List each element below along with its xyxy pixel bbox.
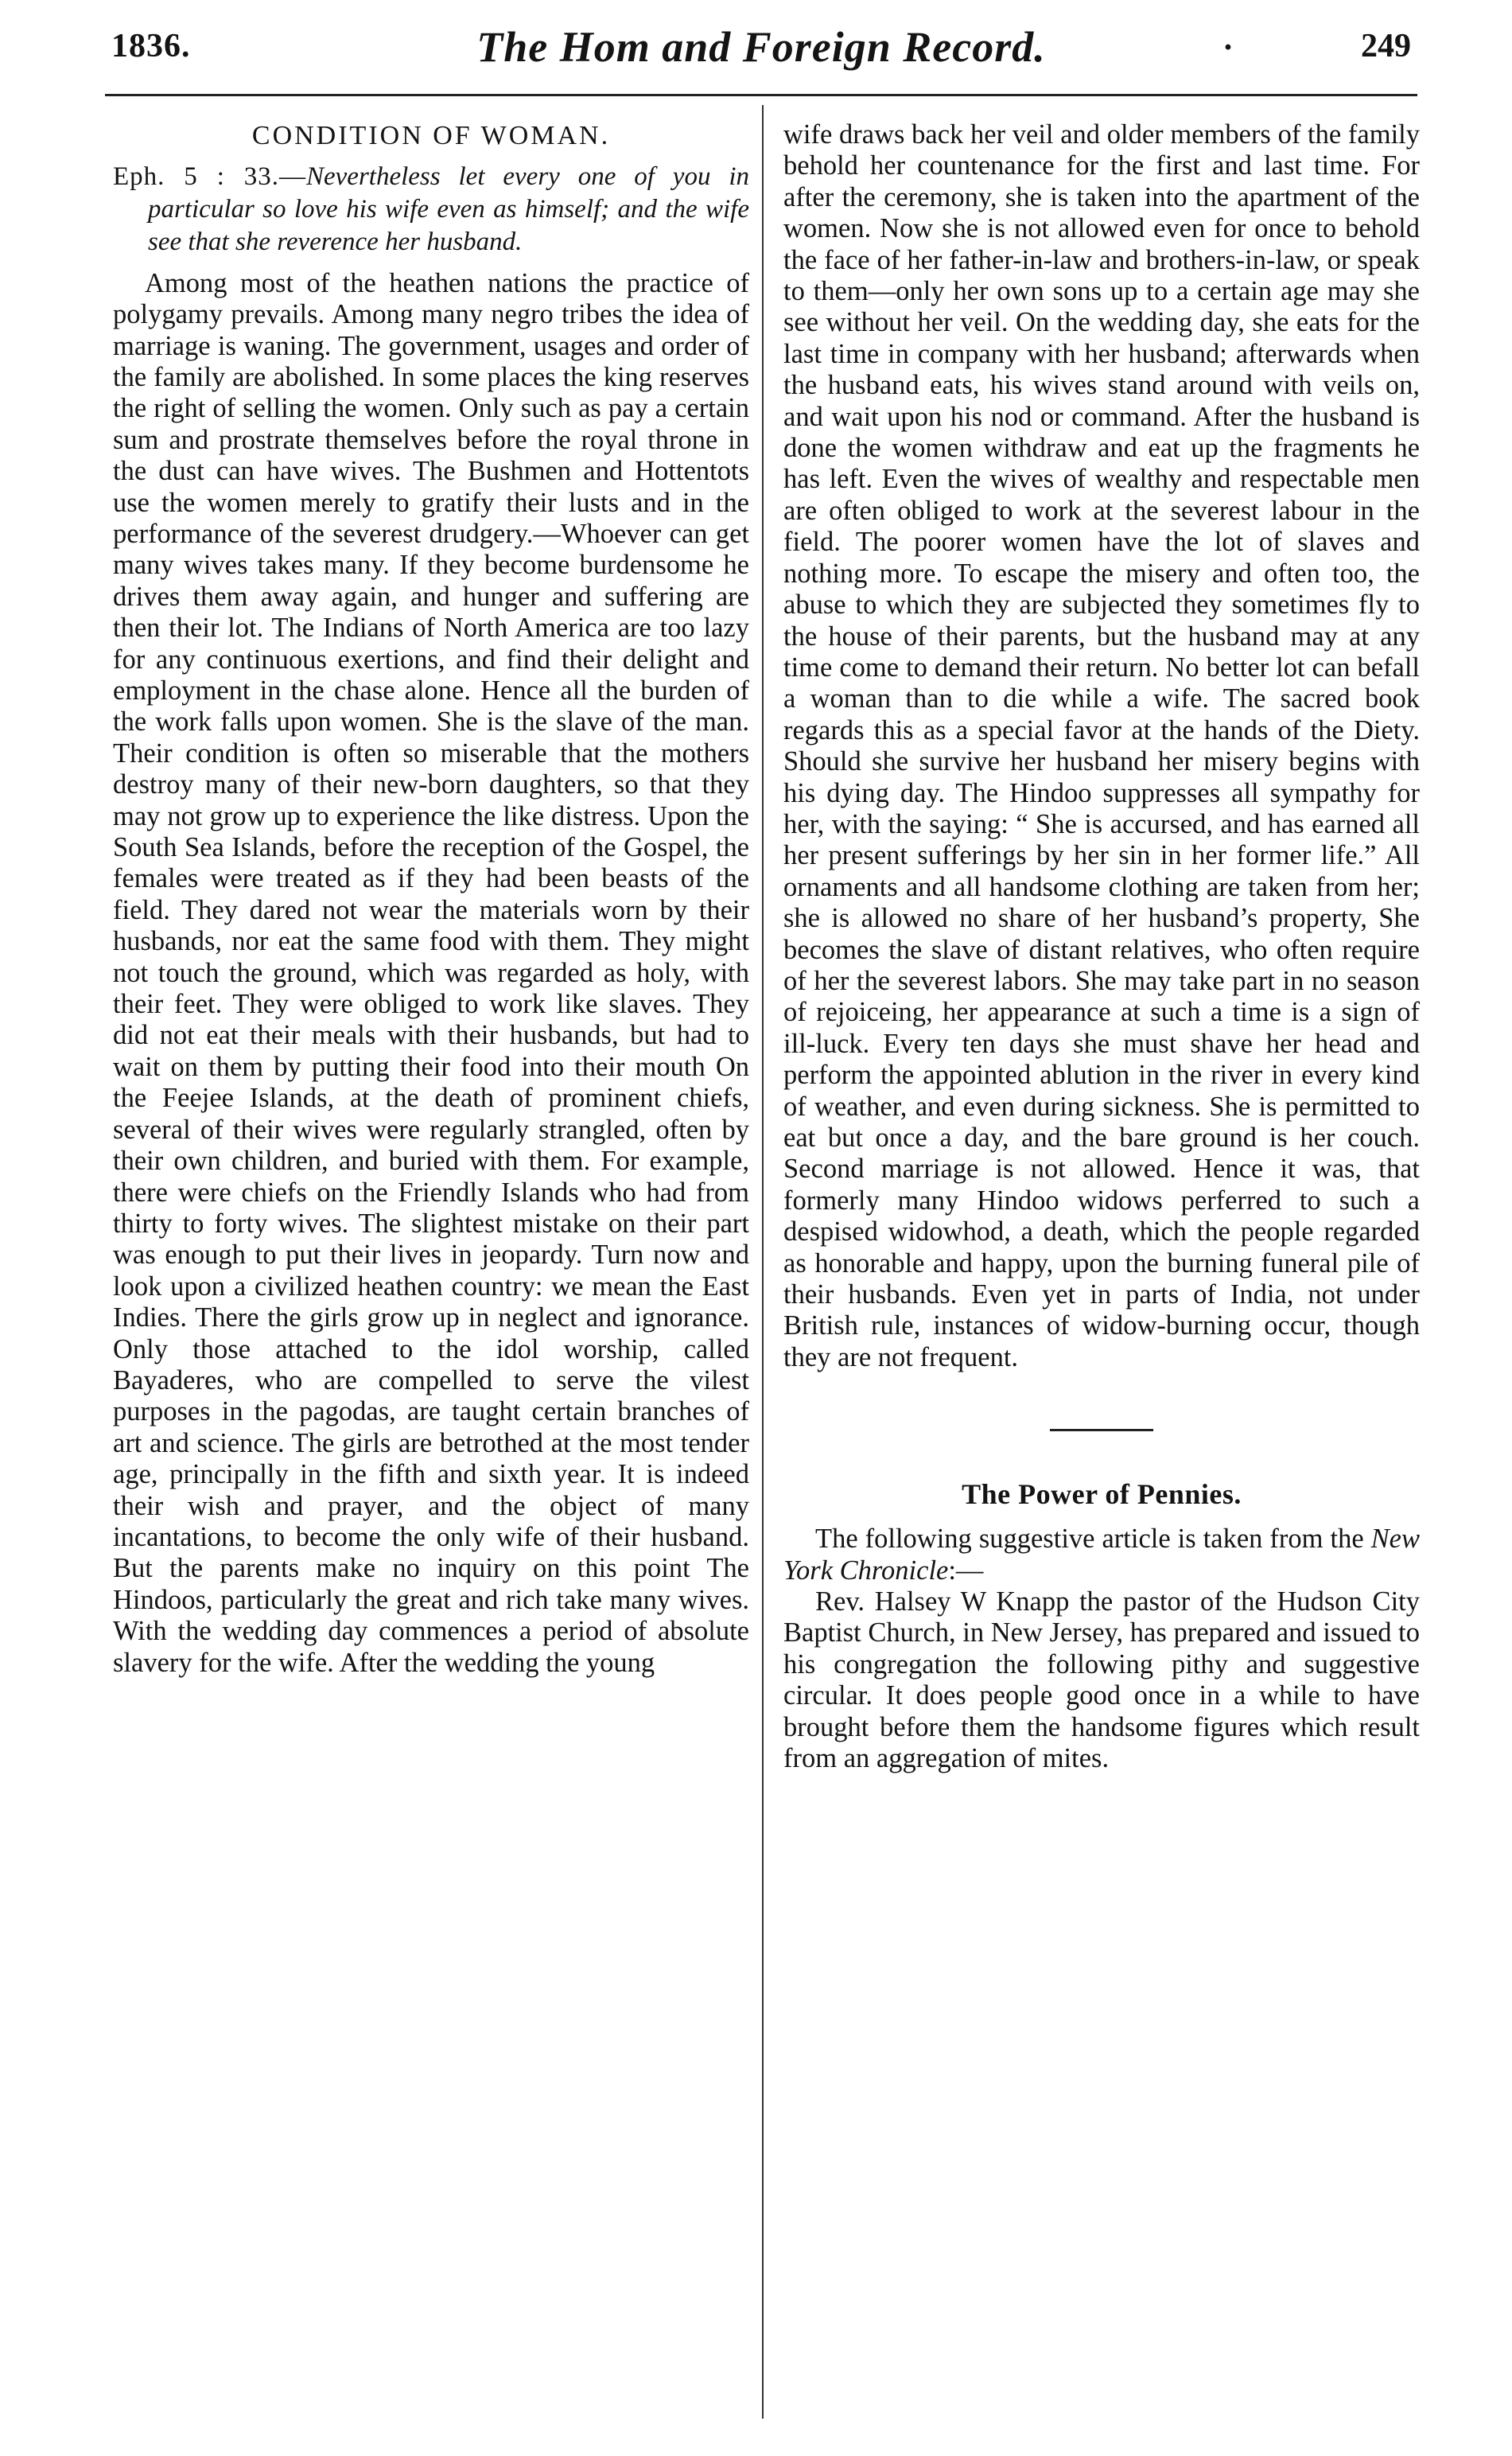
article-body-right: wife draws back her veil and older members of the family behold her countenance for the first and last time. For after the ceremony, she is taken into the apartment of the women. Now she is not allowed even for once to behold the face of her father-in-law and brothers-in-law, or speak to them—only her own sons up to a certain age may she see without her veil. On the wedding day, she eats for the last time in company with her husband; afterwards when the husband eats, his wives stand around with veils on, and wait upon his nod or command. After the husband is done the women withdraw and eat up the fragments he has left. Even the wives of wealthy and respectable men are often obliged to work at the severest labour in the field. The poorer women have the lot of slaves and nothing more. To escape the misery and often too, the abuse to which they are subjected they sometimes fly to the house of their parents, but the husband may at any time come to demand their return. No better lot can befall a woman than to die while a wife. The sacred book regards this as a special favor at the hands of the Diety. Should she survive her husband her misery begins with his dying day. The Hindoo suppresses all sympathy for her, with the saying: “ She is accursed, and has earned all her present sufferings by her sin in her former life.” All ornaments and all handsome clothing are taken from her; she is allowed no share of her husband’s property, She becomes the slave of distant relatives, who often require of her the severest labors. She may take part in no season of rejoiceing, her appearance at such a time is a sign of ill-luck. Every ten days she must shave her head and perform the appointed ablution in the river in every kind of weather, and even during sickness. She is permitted to eat but once a day, and the bare ground is her couch. Second marriage is not allowed. Hence it was, that formerly many Hindoo widows perferred to such a despised widowhod, a death, which the people regarded as honorable and happy, upon the burning funeral pile of their husbands. Even yet in parts of India, not under British rule, instances of widow-burning occur, though they are not frequent. — [783, 119, 1420, 1372]
left-column — [113, 119, 749, 2427]
article-title-power-of-pennies: The Power of Pennies. — [962, 1478, 1242, 1511]
article-title-condition-of-woman: CONDITION OF WOMAN. — [251, 121, 611, 150]
section-divider — [1050, 1429, 1153, 1431]
article-body-pennies: Rev. Halsey W Knapp the pastor of the Hudson City Baptist Church, in New Jersey, has prepared and issued to his congregation the following pithy and suggestive circular. It does people good once in a while to have brought before them the handsome figures which result from an aggregation of mites. — [783, 1586, 1420, 1774]
header-rule — [105, 94, 1417, 96]
page-number: 249 — [1361, 28, 1411, 64]
source-newspaper-name: New York Chronicle — [783, 1524, 1420, 1586]
periodical-title: The Hom and Foreign Record. — [476, 23, 1046, 71]
right-column — [783, 119, 1420, 2427]
running-head — [105, 23, 1417, 75]
column-divider — [762, 105, 764, 2419]
running-head-dot: · — [1222, 29, 1234, 66]
scripture-epigraph — [113, 161, 749, 259]
article-intro-text: The following suggestive article is taken from the — [815, 1524, 1371, 1555]
scripture-quote: Nevertheless let every one of you in particular so love his wife even as himself; and the wife see that she reverence her husband. — [148, 162, 749, 256]
article-intro — [783, 1524, 1420, 1586]
scripture-reference: Eph. 5 : 33.— — [113, 162, 306, 191]
article-body-left: Among most of the heathen nations the practice of polygamy prevails. Among many negro tribes the idea of marriage is waning. The government, usages and order of the family are abolished. In some places the king reserves the right of selling the women. Only such as pay a certain sum and prostrate themselves before the royal throne in the dust can have wives. The Bushmen and Hottentots use the women merely to gratify their lusts and in the performance of the severest drudgery.—Whoever can get many wives takes many. If they become burdensome he drives them away again, and hunger and suffering are then their lot. The Indians of North America are too lazy for any continuous exertions, and find their delight and employment in the chase alone. Hence all the burden of the work falls upon women. She is the slave of the man. Their condition is often so miserable that the mothers destroy many of their new-born daughters, so that they may not grow up to experience the like distress. Upon the South Sea Islands, before the reception of the Gospel, the females were treated as if they had been beasts of the field. They dared not wear the materials worn by their husbands, nor eat the same food with them. They might not touch the ground, which was regarded as holy, with their feet. They were obliged to work like slaves. They did not eat their meals with their husbands, but had to wait on them by putting their food into their mouth On the Feejee Islands, at the death of prominent chiefs, several of their wives were regularly strangled, often by their own children, and buried with them. For example, there were chiefs on the Friendly Islands who had from thirty to forty wives. The slightest mistake on their part was enough to put their lives in jeopardy. Turn now and look upon a civilized heathen country: we mean the East Indies. There the girls grow up in neglect and ignorance. Only those attached to the idol worship, called Bayaderes, who are compelled to serve the vilest purposes in the pagodas, are taught certain branches of art and science. The girls are betrothed at the most tender age, principally in the fifth and sixth year. It is indeed their wish and prayer, and the object of many incantations, to become the only wife of their husband. But the parents make no inquiry on this point The Hindoos, particularly the great and rich take many wives. With the wedding day commences a period of absolute slavery for the wife. After the wedding the young — [113, 267, 749, 1678]
article-intro-tail: :— — [948, 1555, 984, 1586]
running-head-year: 1836. — [111, 28, 191, 64]
